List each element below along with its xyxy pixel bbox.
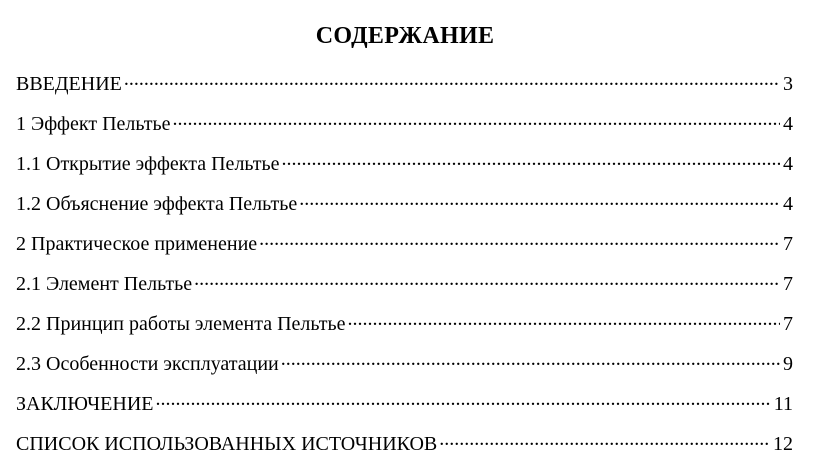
toc-entry-label: 1.1 Открытие эффекта Пельтье <box>16 153 280 175</box>
toc-entry <box>16 348 793 388</box>
toc-entry <box>16 68 793 108</box>
dot-leader <box>172 108 780 130</box>
toc-entry <box>16 148 793 188</box>
toc-entry-label: СПИСОК ИСПОЛЬЗОВАННЫХ ИСТОЧНИКОВ <box>16 433 438 455</box>
toc-entry-page: 11 <box>773 393 793 415</box>
toc-entry-label: ВВЕДЕНИЕ <box>16 73 122 95</box>
toc-entry <box>16 188 793 228</box>
toc-entry-page: 4 <box>783 153 793 175</box>
toc-entry-label: 2.2 Принцип работы элемента Пельтье <box>16 313 346 335</box>
toc-entry-label: 2.1 Элемент Пельтье <box>16 273 193 295</box>
toc-entry-page: 12 <box>773 433 793 455</box>
toc-entry-page: 7 <box>783 233 793 255</box>
dot-leader <box>281 348 780 370</box>
toc-entry <box>16 388 793 428</box>
toc-entry <box>16 228 793 268</box>
toc-entry-page: 3 <box>783 73 793 95</box>
dot-leader <box>439 428 770 450</box>
toc-entry-page: 4 <box>783 193 793 215</box>
dot-leader <box>299 188 780 210</box>
table-of-contents <box>16 68 793 468</box>
dot-leader <box>155 388 770 410</box>
dot-leader <box>259 228 780 250</box>
dot-leader <box>124 68 780 90</box>
dot-leader <box>194 268 780 290</box>
toc-entry-label: 2.3 Особенности эксплуатации <box>16 353 279 375</box>
toc-entry-label: 1 Эффект Пельтье <box>16 113 171 135</box>
toc-entry-page: 4 <box>783 113 793 135</box>
toc-title: СОДЕРЖАНИЕ <box>315 23 495 49</box>
toc-entry <box>16 108 793 148</box>
toc-entry-label: 2 Практическое применение <box>16 233 258 255</box>
toc-entry-label: 1.2 Объяснение эффекта Пельтье <box>16 193 298 215</box>
toc-entry-page: 7 <box>783 313 793 335</box>
toc-entry-page: 9 <box>783 353 793 375</box>
toc-entry-label: ЗАКЛЮЧЕНИЕ <box>16 393 154 415</box>
toc-entry <box>16 268 793 308</box>
dot-leader <box>282 148 780 170</box>
toc-entry <box>16 428 793 468</box>
dot-leader <box>348 308 780 330</box>
toc-entry-page: 7 <box>783 273 793 295</box>
toc-entry <box>16 308 793 348</box>
